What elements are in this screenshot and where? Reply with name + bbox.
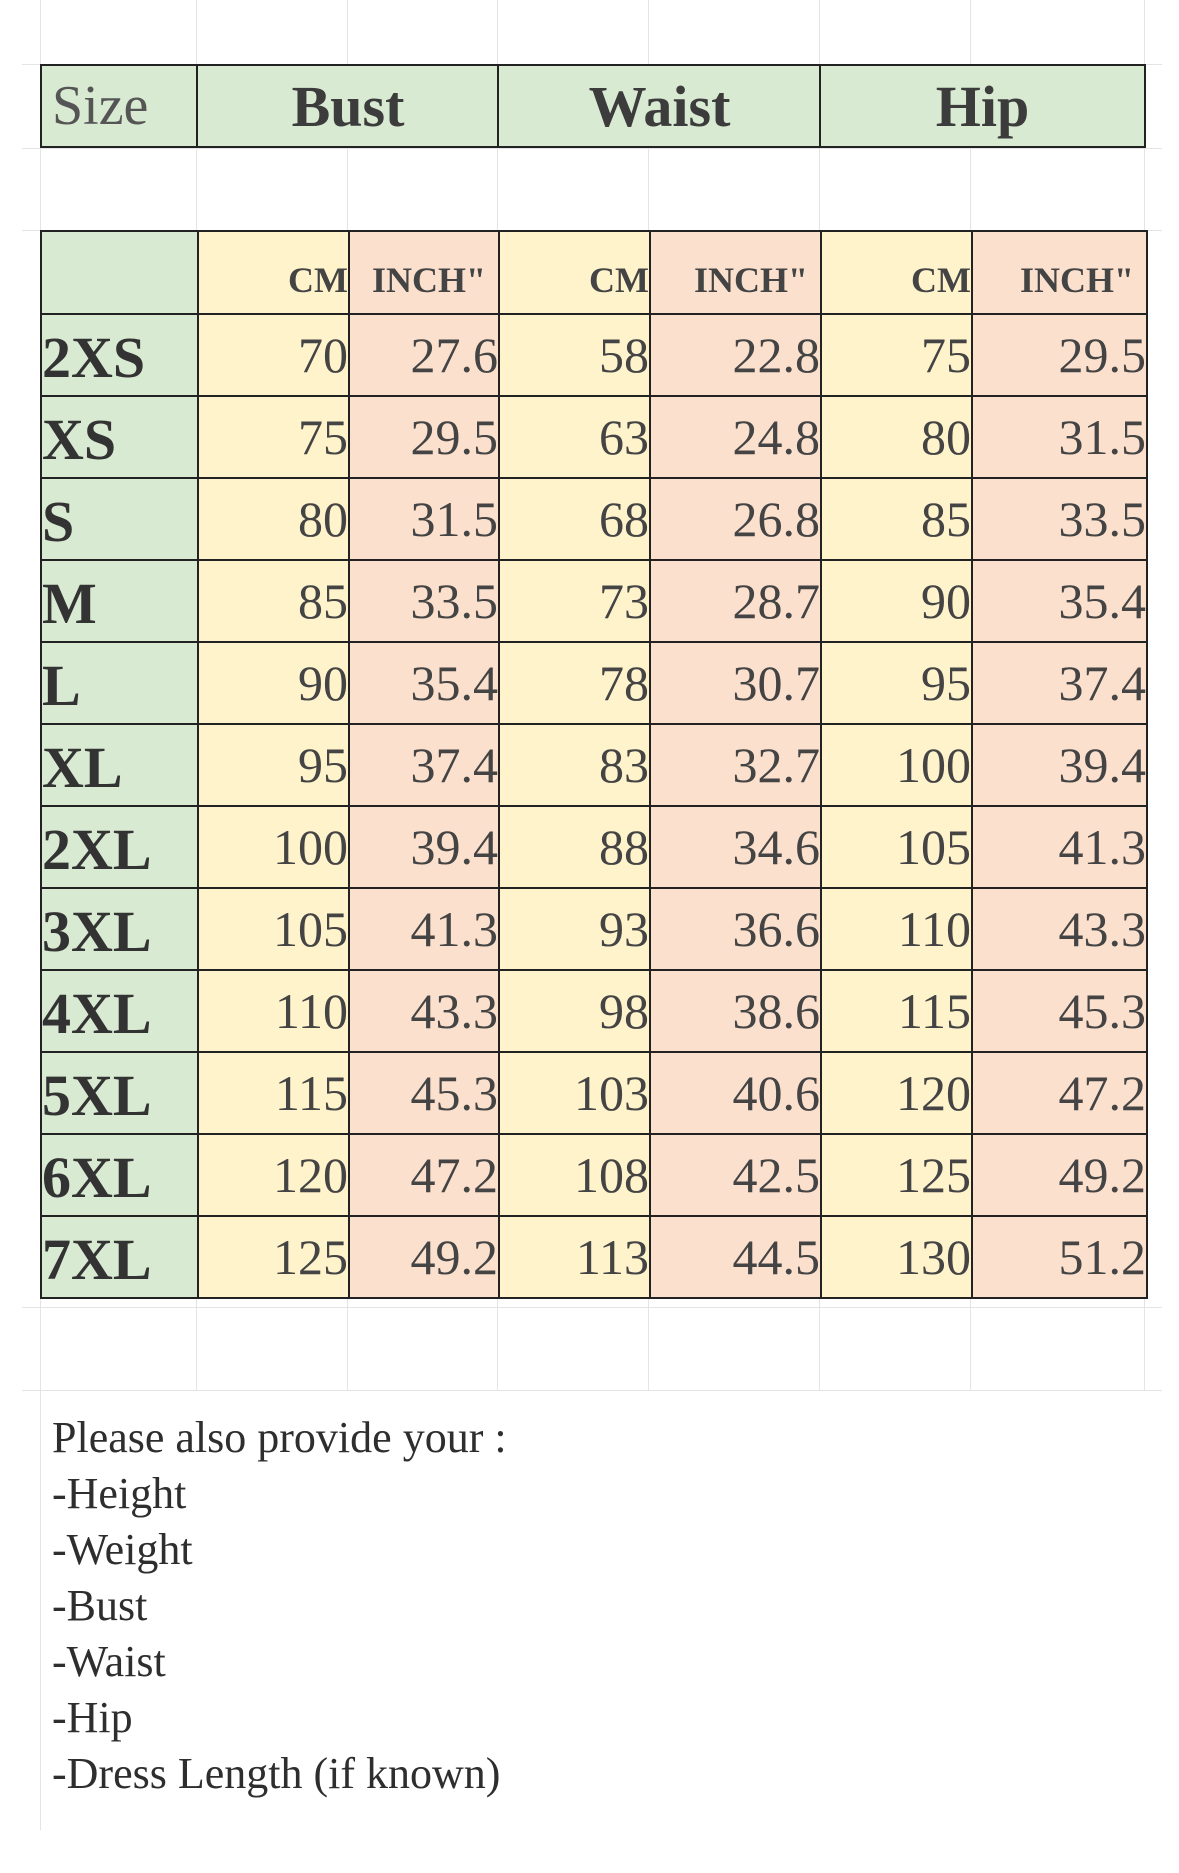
- size-cell: 4XL: [41, 970, 198, 1052]
- bust-inch-cell: 29.5: [349, 396, 499, 478]
- bust-cm-cell: 70: [198, 314, 349, 396]
- bust-inch-cell: 43.3: [349, 970, 499, 1052]
- size-cell: 7XL: [41, 1216, 198, 1298]
- unit-label: INCH": [650, 231, 821, 314]
- hip-cm-cell: 115: [821, 970, 972, 1052]
- header-hip-label: Hip: [935, 73, 1030, 139]
- hip-cm-cell: 100: [821, 724, 972, 806]
- grid-line: [22, 148, 1162, 149]
- table-row: [41, 724, 1147, 806]
- waist-cm-cell: 93: [499, 888, 650, 970]
- table-row: [41, 560, 1147, 642]
- bust-cm-cell: 110: [198, 970, 349, 1052]
- bust-cm-cell: 125: [198, 1216, 349, 1298]
- size-cell: 6XL: [41, 1134, 198, 1216]
- hip-inch-cell: 37.4: [972, 642, 1147, 724]
- waist-cm-cell: 63: [499, 396, 650, 478]
- grid-line: [22, 1307, 1162, 1308]
- header-bust-label: Bust: [291, 73, 405, 139]
- waist-cm-cell: 68: [499, 478, 650, 560]
- table-row: [41, 970, 1147, 1052]
- unit-row-blank: [41, 231, 198, 314]
- hip-cm-cell: 130: [821, 1216, 972, 1298]
- bust-cm-cell: 90: [198, 642, 349, 724]
- hip-inch-cell: 43.3: [972, 888, 1147, 970]
- waist-cm-cell: 88: [499, 806, 650, 888]
- waist-cm-cell: 98: [499, 970, 650, 1052]
- table-row: [41, 314, 1147, 396]
- hip-inch-cell: 33.5: [972, 478, 1147, 560]
- hip-inch-cell: 39.4: [972, 724, 1147, 806]
- header-size: [40, 64, 197, 148]
- bust-cm-cell: 115: [198, 1052, 349, 1134]
- size-cell: 2XS: [41, 314, 198, 396]
- table-row: [41, 642, 1147, 724]
- bust-cm-cell: 80: [198, 478, 349, 560]
- bust-inch-cell: 39.4: [349, 806, 499, 888]
- hip-cm-cell: 75: [821, 314, 972, 396]
- table-row: [41, 806, 1147, 888]
- waist-inch-cell: 22.8: [650, 314, 821, 396]
- header-bust: [196, 64, 498, 148]
- bust-cm-cell: 105: [198, 888, 349, 970]
- hip-inch-cell: 35.4: [972, 560, 1147, 642]
- note-item: -Hip: [52, 1693, 133, 1742]
- waist-inch-cell: 32.7: [650, 724, 821, 806]
- hip-inch-cell: 41.3: [972, 806, 1147, 888]
- table-row: [41, 1134, 1147, 1216]
- bust-cm-cell: 120: [198, 1134, 349, 1216]
- bust-inch-cell: 35.4: [349, 642, 499, 724]
- size-cell: L: [41, 642, 198, 724]
- size-cell: XL: [41, 724, 198, 806]
- note-item: -Dress Length (if known): [52, 1749, 501, 1798]
- bust-inch-cell: 49.2: [349, 1216, 499, 1298]
- bust-cm-cell: 95: [198, 724, 349, 806]
- size-cell: XS: [41, 396, 198, 478]
- note-item: -Waist: [52, 1637, 166, 1686]
- grid-line: [22, 1390, 1162, 1391]
- hip-cm-cell: 120: [821, 1052, 972, 1134]
- table-row: [41, 1052, 1147, 1134]
- unit-label: INCH": [972, 231, 1147, 314]
- waist-cm-cell: 58: [499, 314, 650, 396]
- waist-inch-cell: 40.6: [650, 1052, 821, 1134]
- size-cell: 5XL: [41, 1052, 198, 1134]
- waist-cm-cell: 83: [499, 724, 650, 806]
- hip-cm-cell: 125: [821, 1134, 972, 1216]
- waist-inch-cell: 34.6: [650, 806, 821, 888]
- bust-inch-cell: 47.2: [349, 1134, 499, 1216]
- hip-cm-cell: 95: [821, 642, 972, 724]
- hip-cm-cell: 80: [821, 396, 972, 478]
- bust-inch-cell: 45.3: [349, 1052, 499, 1134]
- hip-inch-cell: 29.5: [972, 314, 1147, 396]
- header-waist-label: Waist: [588, 73, 731, 139]
- waist-inch-cell: 28.7: [650, 560, 821, 642]
- table-row: [41, 1216, 1147, 1298]
- hip-cm-cell: 105: [821, 806, 972, 888]
- bust-cm-cell: 75: [198, 396, 349, 478]
- bust-cm-cell: 100: [198, 806, 349, 888]
- header-size-label: Size: [52, 75, 149, 137]
- bust-inch-cell: 27.6: [349, 314, 499, 396]
- note-item: -Bust: [52, 1581, 148, 1630]
- hip-cm-cell: 110: [821, 888, 972, 970]
- size-cell: M: [41, 560, 198, 642]
- hip-cm-cell: 90: [821, 560, 972, 642]
- waist-inch-cell: 26.8: [650, 478, 821, 560]
- size-cell: 3XL: [41, 888, 198, 970]
- note-item: -Height: [52, 1469, 187, 1518]
- unit-row: [41, 231, 1147, 314]
- hip-inch-cell: 49.2: [972, 1134, 1147, 1216]
- header-hip: [819, 64, 1146, 148]
- unit-label: CM: [821, 231, 972, 314]
- hip-inch-cell: 51.2: [972, 1216, 1147, 1298]
- note-item: -Weight: [52, 1525, 193, 1574]
- waist-cm-cell: 73: [499, 560, 650, 642]
- waist-cm-cell: 108: [499, 1134, 650, 1216]
- waist-cm-cell: 113: [499, 1216, 650, 1298]
- unit-label: INCH": [349, 231, 499, 314]
- hip-inch-cell: 31.5: [972, 396, 1147, 478]
- hip-inch-cell: 45.3: [972, 970, 1147, 1052]
- bust-inch-cell: 33.5: [349, 560, 499, 642]
- waist-inch-cell: 42.5: [650, 1134, 821, 1216]
- note-block: [52, 1410, 507, 1802]
- waist-inch-cell: 36.6: [650, 888, 821, 970]
- bust-cm-cell: 85: [198, 560, 349, 642]
- header-waist: [497, 64, 820, 148]
- bust-inch-cell: 37.4: [349, 724, 499, 806]
- hip-cm-cell: 85: [821, 478, 972, 560]
- table-row: [41, 888, 1147, 970]
- size-cell: 2XL: [41, 806, 198, 888]
- size-cell: S: [41, 478, 198, 560]
- hip-inch-cell: 47.2: [972, 1052, 1147, 1134]
- waist-inch-cell: 44.5: [650, 1216, 821, 1298]
- waist-inch-cell: 38.6: [650, 970, 821, 1052]
- table-row: [41, 396, 1147, 478]
- bust-inch-cell: 31.5: [349, 478, 499, 560]
- note-intro: Please also provide your :: [52, 1413, 507, 1462]
- table-row: [41, 478, 1147, 560]
- waist-cm-cell: 103: [499, 1052, 650, 1134]
- waist-inch-cell: 24.8: [650, 396, 821, 478]
- unit-label: CM: [499, 231, 650, 314]
- unit-label: CM: [198, 231, 349, 314]
- size-table: [40, 230, 1148, 1299]
- waist-inch-cell: 30.7: [650, 642, 821, 724]
- bust-inch-cell: 41.3: [349, 888, 499, 970]
- waist-cm-cell: 78: [499, 642, 650, 724]
